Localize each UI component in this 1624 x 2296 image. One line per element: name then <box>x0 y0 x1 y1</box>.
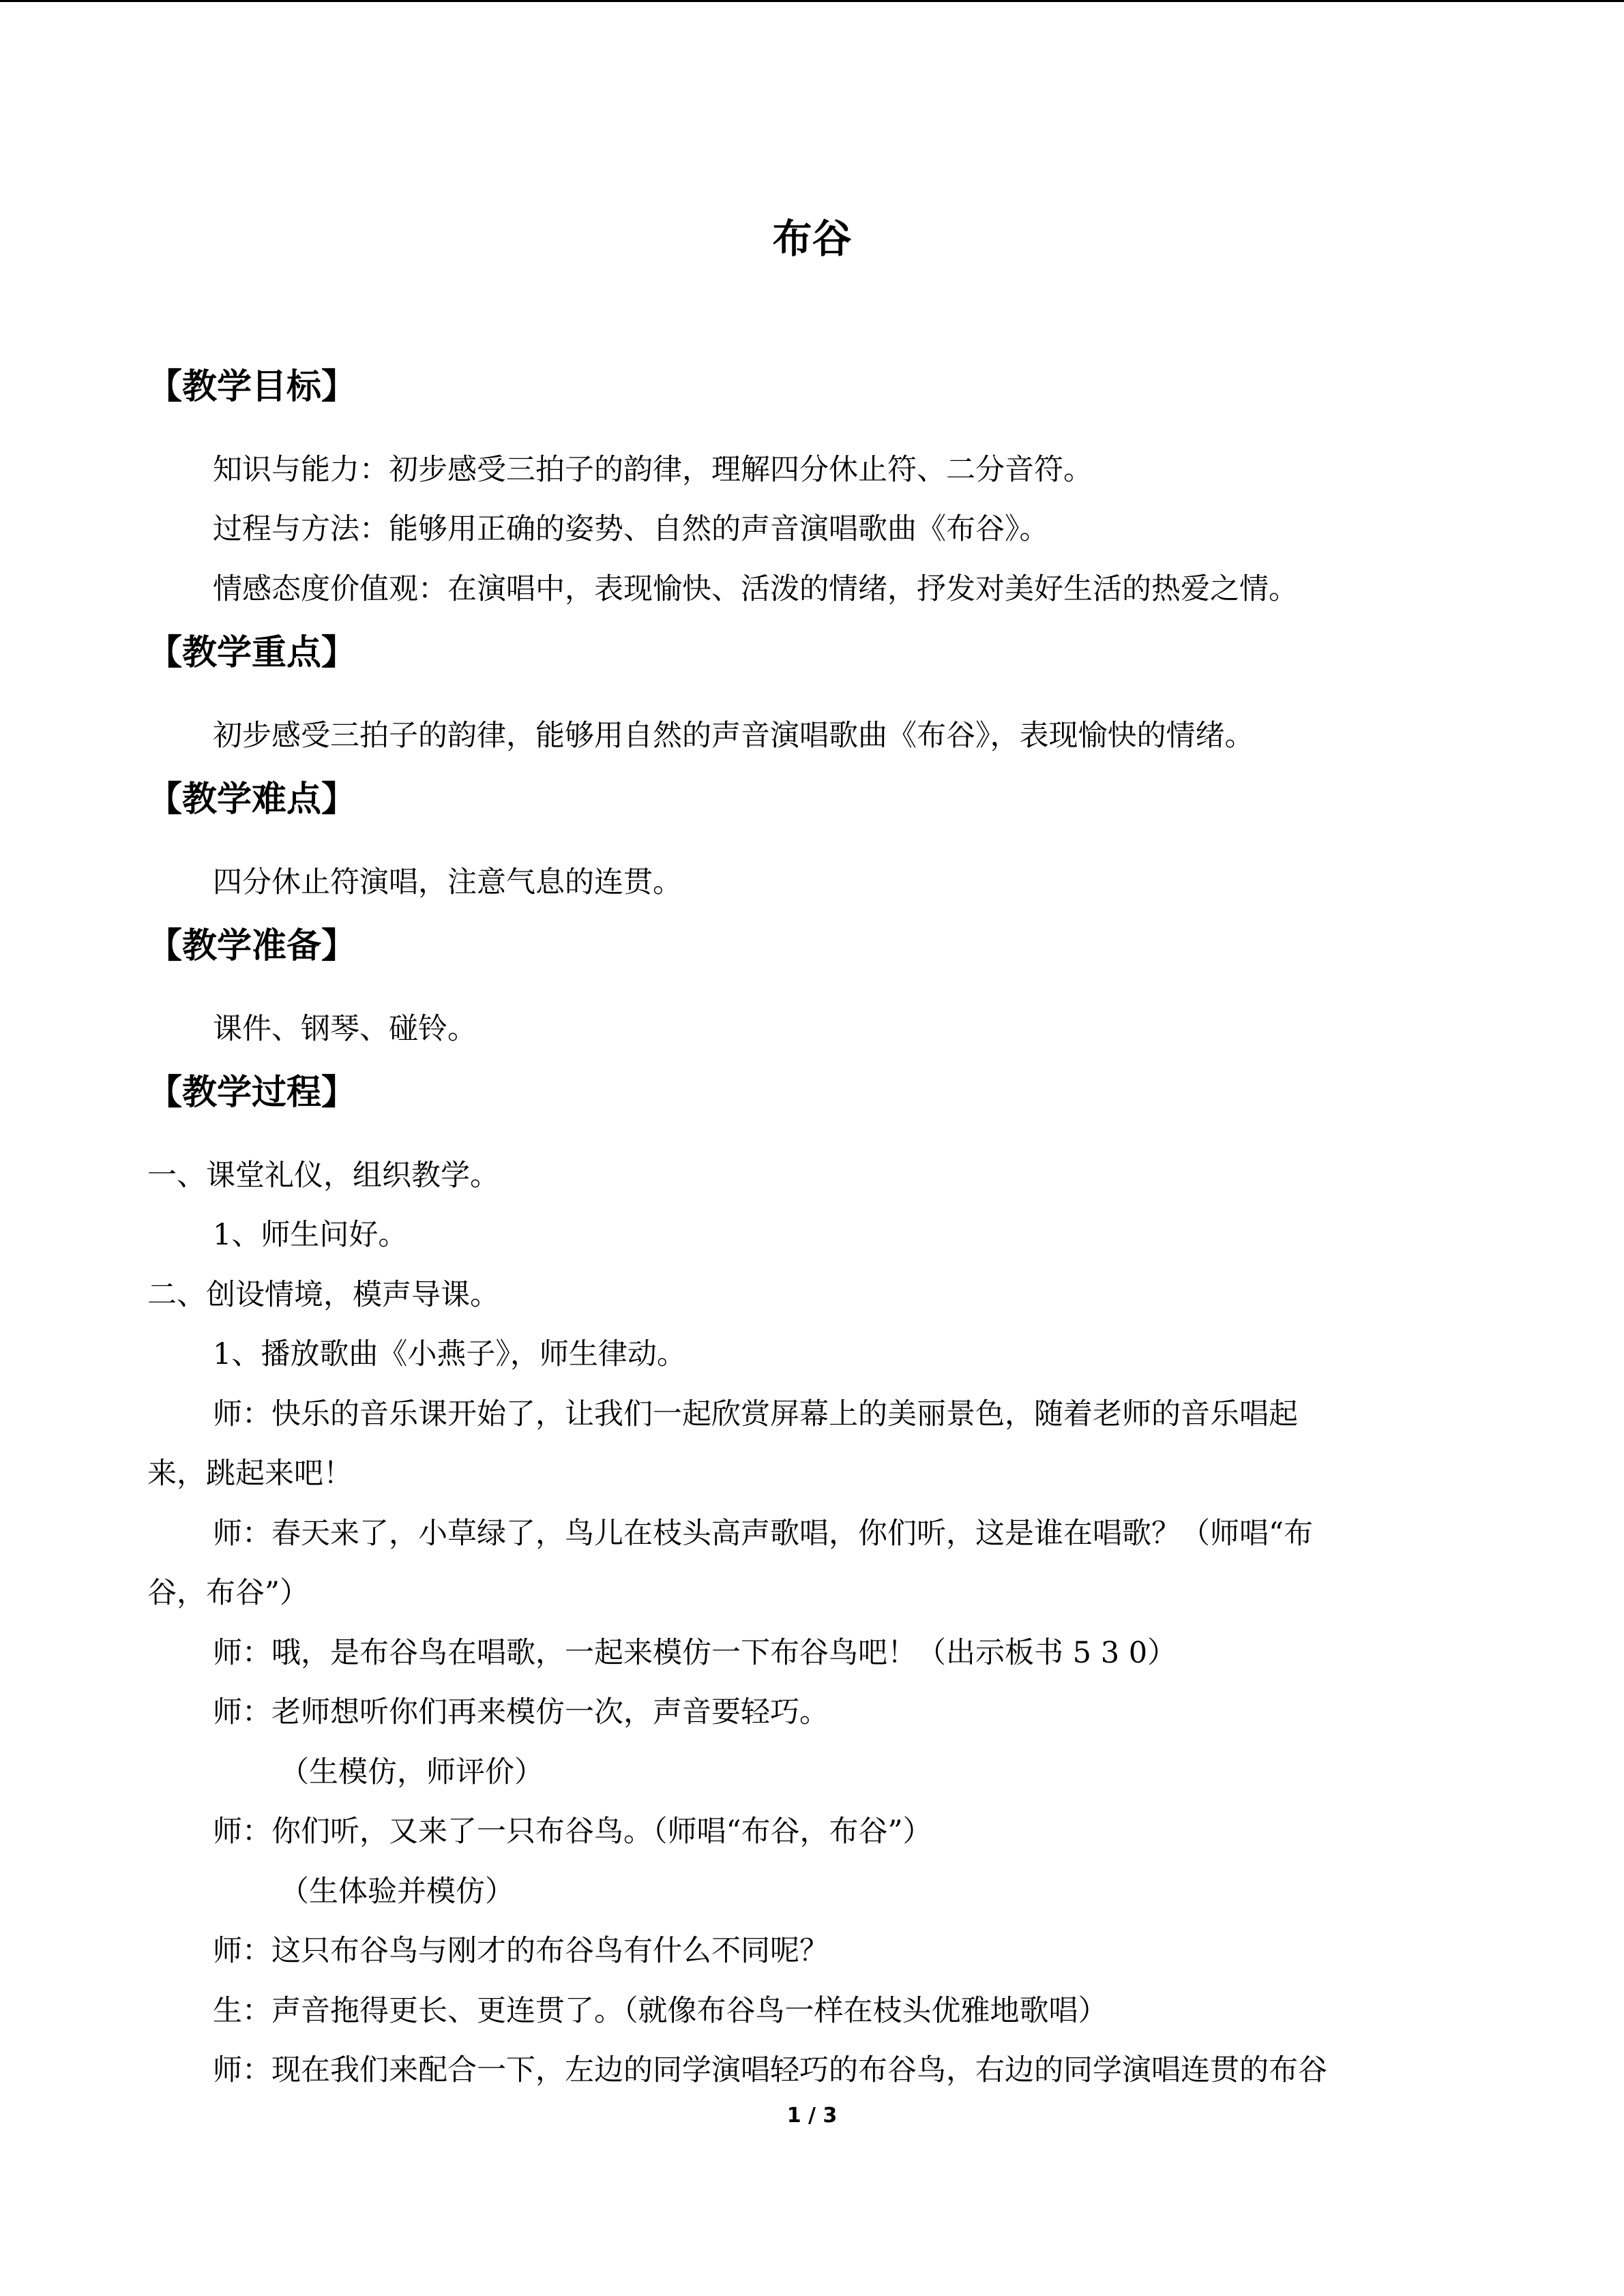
process-line: 师：这只布谷鸟与刚才的布谷鸟有什么不同呢？ <box>213 1934 829 1968</box>
process-line: 师：春天来了，小草绿了，鸟儿在枝头高声歌唱，你们听，这是谁在唱歌？（师唱“布 <box>213 1517 1313 1551</box>
process-line: 1、播放歌曲《小燕子》，师生律动。 <box>213 1337 686 1371</box>
process-line: （生体验并模仿） <box>280 1875 514 1909</box>
goal-line: 情感态度价值观：在演唱中，表现愉快、活泼的情绪，抒发对美好生活的热爱之情。 <box>213 572 1298 606</box>
process-line: 师：老师想听你们再来模仿一次，声音要轻巧。 <box>213 1695 829 1729</box>
process-line: 师：现在我们来配合一下，左边的同学演唱轻巧的布谷鸟，右边的同学演唱连贯的布谷 <box>213 2053 1327 2087</box>
process-step: 二、创设情境，模声导课。 <box>147 1278 499 1312</box>
process-step: 一、课堂礼仪，组织教学。 <box>147 1159 499 1193</box>
difficulty-line: 四分休止符演唱，注意气息的连贯。 <box>213 865 682 899</box>
key-point-line: 初步感受三拍子的韵律，能够用自然的声音演唱歌曲《布谷》，表现愉快的情绪。 <box>213 719 1254 753</box>
heading-difficulties: 【教学难点】 <box>147 779 357 820</box>
process-line: 1、师生问好。 <box>213 1218 408 1252</box>
top-border-line <box>0 0 1624 2</box>
process-line: 生：声音拖得更长、更连贯了。（就像布谷鸟一样在枝头优雅地歌唱） <box>213 1994 1108 2028</box>
heading-teaching-goals: 【教学目标】 <box>147 366 357 407</box>
heading-process: 【教学过程】 <box>147 1072 357 1113</box>
heading-preparation: 【教学准备】 <box>147 925 357 966</box>
process-line: 师：哦，是布谷鸟在唱歌，一起来模仿一下布谷鸟吧！（出示板书 5 3 0） <box>213 1636 1177 1670</box>
goal-line: 过程与方法：能够用正确的姿势、自然的声音演唱歌曲《布谷》。 <box>213 512 1049 546</box>
process-line: 师：快乐的音乐课开始了，让我们一起欣赏屏幕上的美丽景色，随着老师的音乐唱起 <box>213 1397 1298 1431</box>
process-line: 谷，布谷”） <box>147 1576 309 1610</box>
process-line: 来，跳起来吧！ <box>147 1457 353 1491</box>
preparation-line: 课件、钢琴、碰铃。 <box>213 1012 477 1046</box>
process-line: （生模仿，师评价） <box>280 1755 544 1789</box>
goal-line: 知识与能力：初步感受三拍子的韵律，理解四分休止符、二分音符。 <box>213 453 1093 487</box>
page-number: 1 / 3 <box>786 2104 838 2128</box>
process-line: 师：你们听，又来了一只布谷鸟。（师唱“布谷，布谷”） <box>213 1815 932 1849</box>
page-title: 布谷 <box>772 215 852 262</box>
heading-key-points: 【教学重点】 <box>147 632 357 673</box>
